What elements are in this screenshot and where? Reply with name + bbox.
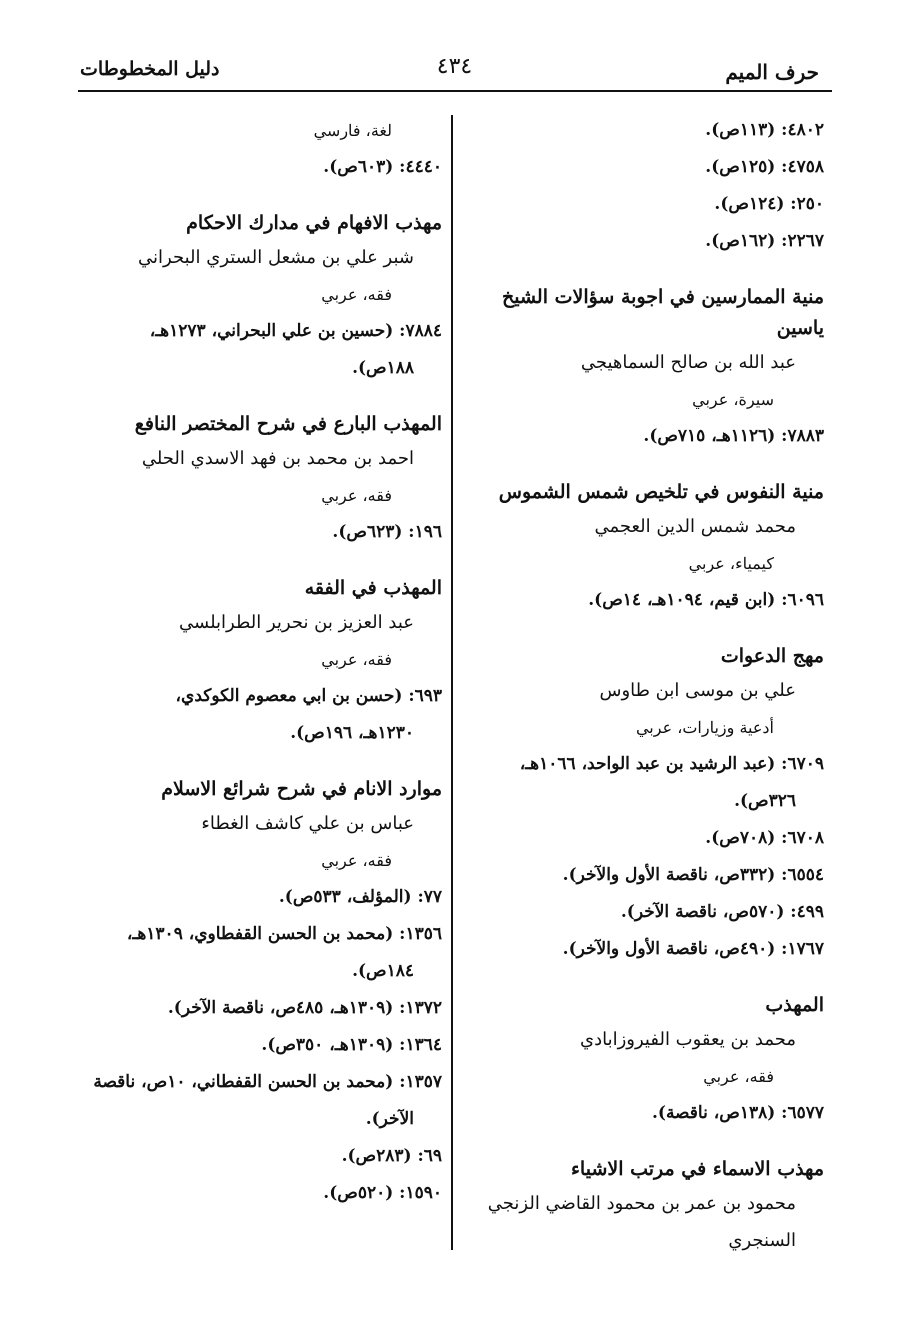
manuscript-copy: ٦٠٩٦: (ابن قيم، ١٠٩٤هـ، ١٤ص). <box>588 590 824 610</box>
manuscript-copy: ١٣٦٤: (١٣٠٩هـ، ٣٥٠ص). <box>261 1035 442 1055</box>
entry-subject: كيمياء، عربي <box>688 554 774 573</box>
manuscript-copy: ١٣٥٦: (محمد بن الحسن القفطاوي، ١٣٠٩هـ، <box>126 924 442 944</box>
manuscript-copy: ١٧٦٧: (٤٩٠ص، ناقصة الأول والآخر). <box>562 939 824 959</box>
manuscript-copy: ٧٧: (المؤلف، ٥٣٣ص). <box>278 887 442 907</box>
entry-author: محمد بن يعقوب الفيروزابادي <box>580 1029 796 1050</box>
manuscript-copy: ١٩٦: (٦٢٣ص). <box>332 522 442 542</box>
copy-continued: الآخر). <box>365 1109 414 1129</box>
catalog-entry <box>72 409 442 551</box>
entry-author: محمود بن عمر بن محمود القاضي الزنجي <box>487 1193 796 1214</box>
manuscript-copy: ٦٧٠٩: (عبد الرشيد بن عبد الواحد، ١٠٦٦هـ، <box>519 754 824 774</box>
book-title: دليل المخطوطات <box>80 58 220 80</box>
manuscript-copy: ٤٧٥٨: (١٢٥ص). <box>705 157 824 177</box>
catalog-entry <box>474 112 824 260</box>
entry-title: المهذب في الفقه <box>304 577 442 599</box>
manuscript-copy: ٦٧٠٨: (٧٠٨ص). <box>705 828 824 848</box>
manuscript-copy: ٧٨٨٤: (حسين بن علي البحراني، ١٢٧٣هـ، <box>149 321 442 341</box>
catalog-entry <box>72 573 442 752</box>
manuscript-copy: ٢٥٠: (١٢٤ص). <box>714 194 824 214</box>
entry-title: مهج الدعوات <box>720 645 824 667</box>
catalog-entry <box>72 208 442 387</box>
entry-subject: أدعية وزيارات، عربي <box>635 718 774 737</box>
entry-title: مهذب الاسماء في مرتب الاشياء <box>570 1158 824 1180</box>
catalog-entry <box>72 774 442 1212</box>
entry-subject: فقه، عربي <box>321 851 392 870</box>
entry-subject: فقه، عربي <box>321 486 392 505</box>
manuscript-copy: ٦٩٣: (حسن بن ابي معصوم الكوكدي، <box>175 686 442 706</box>
copy-continued: ١٢٣٠هـ، ١٩٦ص). <box>290 723 414 743</box>
copy-continued: ١٨٨ص). <box>352 358 414 378</box>
manuscript-copy: ١٣٧٢: (١٣٠٩هـ، ٤٨٥ص، ناقصة الآخر). <box>167 998 442 1018</box>
entry-author: عبد الله بن صالح السماهيجي <box>580 352 796 373</box>
entry-title: موارد الانام في شرح شرائع الاسلام <box>161 778 442 800</box>
entry-author-continued: السنجري <box>728 1230 796 1251</box>
manuscript-copy: ١٥٩٠: (٥٢٠ص). <box>323 1183 442 1203</box>
copy-continued: ٣٢٦ص). <box>734 791 796 811</box>
entry-author: احمد بن محمد بن فهد الاسدي الحلي <box>141 448 414 469</box>
left-column <box>72 112 442 1212</box>
entry-subject: سيرة، عربي <box>692 390 774 409</box>
manuscript-copy: ٦٥٧٧: (١٣٨ص، ناقصة). <box>651 1103 824 1123</box>
copy-continued: ١٨٤ص). <box>352 961 414 981</box>
page-header <box>70 52 839 92</box>
entry-author: شبر علي بن مشعل الستري البحراني <box>138 247 414 268</box>
manuscript-copy: ٦٥٥٤: (٣٣٢ص، ناقصة الأول والآخر). <box>562 865 824 885</box>
catalog-entry <box>72 112 442 186</box>
entry-title: منية الممارسين في اجوبة سؤالات الشيخ ياسين <box>501 286 824 339</box>
entry-title: المهذب <box>765 994 824 1016</box>
manuscript-copy: ٦٩: (٢٨٣ص). <box>341 1146 442 1166</box>
manuscript-copy: ٢٢٦٧: (١٦٢ص). <box>705 231 824 251</box>
header-divider <box>78 90 832 92</box>
catalog-entry <box>474 641 824 968</box>
catalog-entry <box>474 282 824 455</box>
catalog-entry <box>474 990 824 1132</box>
entry-subject: فقه، عربي <box>321 650 392 669</box>
entry-title: مهذب الافهام في مدارك الاحكام <box>186 212 442 234</box>
manuscript-copy: ٤٤٤٠: (٦٠٣ص). <box>323 157 442 177</box>
column-divider <box>451 115 453 1250</box>
manuscript-copy: ٧٨٨٣: (١١٢٦هـ، ٧١٥ص). <box>643 426 824 446</box>
entry-author: علي بن موسى ابن طاوس <box>599 680 796 701</box>
manuscript-copy: ٤٨٠٢: (١١٣ص). <box>705 120 824 140</box>
catalog-entry <box>474 1154 824 1259</box>
manuscript-copy: ١٣٥٧: (محمد بن الحسن القفطاني، ١٠ص، ناقصة <box>93 1072 442 1092</box>
right-column <box>474 112 824 1259</box>
page-number: ٤٣٤ <box>436 54 473 79</box>
catalog-entry <box>474 477 824 619</box>
manuscript-copy: ٤٩٩: (٥٧٠ص، ناقصة الآخر). <box>620 902 824 922</box>
entry-subject: فقه، عربي <box>703 1067 774 1086</box>
entry-title: منية النفوس في تلخيص شمس الشموس <box>498 481 824 503</box>
entry-title: المهذب البارع في شرح المختصر النافع <box>134 413 442 435</box>
entry-author: عباس بن علي كاشف الغطاء <box>201 813 414 834</box>
entry-author: محمد شمس الدين العجمي <box>594 516 796 537</box>
entry-author: عبد العزيز بن نحرير الطرابلسي <box>179 612 414 633</box>
entry-subject: لغة، فارسي <box>313 121 392 140</box>
section-title: حرف الميم <box>725 60 819 84</box>
entry-subject: فقه، عربي <box>321 285 392 304</box>
